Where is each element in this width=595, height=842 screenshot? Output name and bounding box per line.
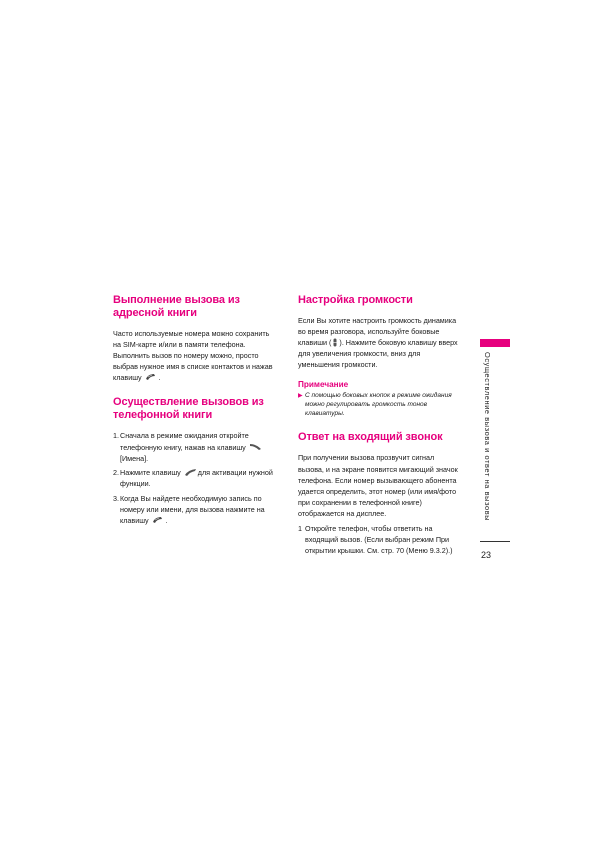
right-soft-key-icon [249, 443, 260, 451]
chapter-title-vertical: Осуществление вызова и ответ на вызовы [483, 352, 492, 522]
note [298, 391, 458, 418]
section-text: При получении вызова прозвучит сигнал вызова, и на экране появится мигающий значок телефона. Если номер вызывающего абонента удается определить, этот номер (или имя/фото при сохранении в телефонной книге) отображается на дисплее. [298, 453, 458, 518]
section-title: Осуществление вызовов из телефонной книги [113, 396, 264, 422]
section-title: Ответ на входящий звонок [298, 431, 443, 444]
item-text: Сначала в режиме ожидания откройте телефонную книгу, нажав на клавишу [120, 431, 249, 452]
item-text: [Имена]. [120, 453, 149, 463]
steps-list [113, 430, 273, 526]
page-number-rule [480, 541, 510, 542]
item-text: Нажмите клавишу [120, 468, 181, 478]
send-key-icon [152, 516, 163, 524]
item-number: 1 [298, 524, 302, 534]
section-volume [298, 294, 458, 418]
section-title: Выполнение вызова из адресной книги [113, 294, 240, 319]
list-item [113, 467, 273, 489]
list-item [113, 493, 273, 526]
list-item [113, 430, 273, 463]
section-text [298, 315, 458, 370]
section-call-from-phonebook [113, 396, 273, 526]
side-keys-icon [332, 338, 338, 346]
send-key-icon [145, 373, 156, 381]
steps-list [298, 523, 458, 556]
text-part: . [158, 373, 161, 383]
note-title: Примечание [298, 380, 349, 390]
section-answer-call [298, 431, 458, 556]
text-part: Часто используемые номера можно сохранить на SIM-карте и/или в памяти телефона. Выполнить вызов по номеру можно, просто выбрав нужное имя в списке контактов и нажав клавишу [113, 329, 273, 383]
left-column [113, 294, 273, 539]
page-number: 23 [481, 550, 492, 560]
item-number: 2. [113, 468, 119, 478]
item-number: 1. [113, 431, 119, 441]
section-call-from-addressbook [113, 294, 273, 383]
list-item [298, 523, 458, 556]
right-column [298, 294, 458, 569]
triangle-icon: ▶ [298, 393, 303, 400]
item-text: . [165, 516, 168, 526]
section-text [113, 328, 273, 383]
item-text: для активации нужной функции. [120, 468, 273, 489]
chapter-tab-marker [480, 339, 510, 347]
item-text: Когда Вы найдете необходимую запись по номеру или имени, для вызова нажмите на клавишу [120, 494, 265, 526]
item-text: Откройте телефон, чтобы ответить на входящий вызов. (Если выбран режим При открытии крышки. См. стр. 70 (Меню 9.3.2).) [305, 524, 453, 556]
text-part: ). Нажмите боковую клавишу вверх для увеличения громкости, вниз для уменьшения громкости. [298, 338, 458, 370]
note-text: С помощью боковых кнопок в режиме ожидания можно регулировать громкость тонов клавиатуры. [305, 392, 452, 418]
section-title: Настройка громкости [298, 294, 413, 306]
text-part: Если Вы хотите настроить громкость динамика во время разговора, используйте боковые клавиши ( [298, 316, 457, 348]
navigation-key-icon [184, 468, 195, 476]
item-number: 3. [113, 494, 119, 504]
